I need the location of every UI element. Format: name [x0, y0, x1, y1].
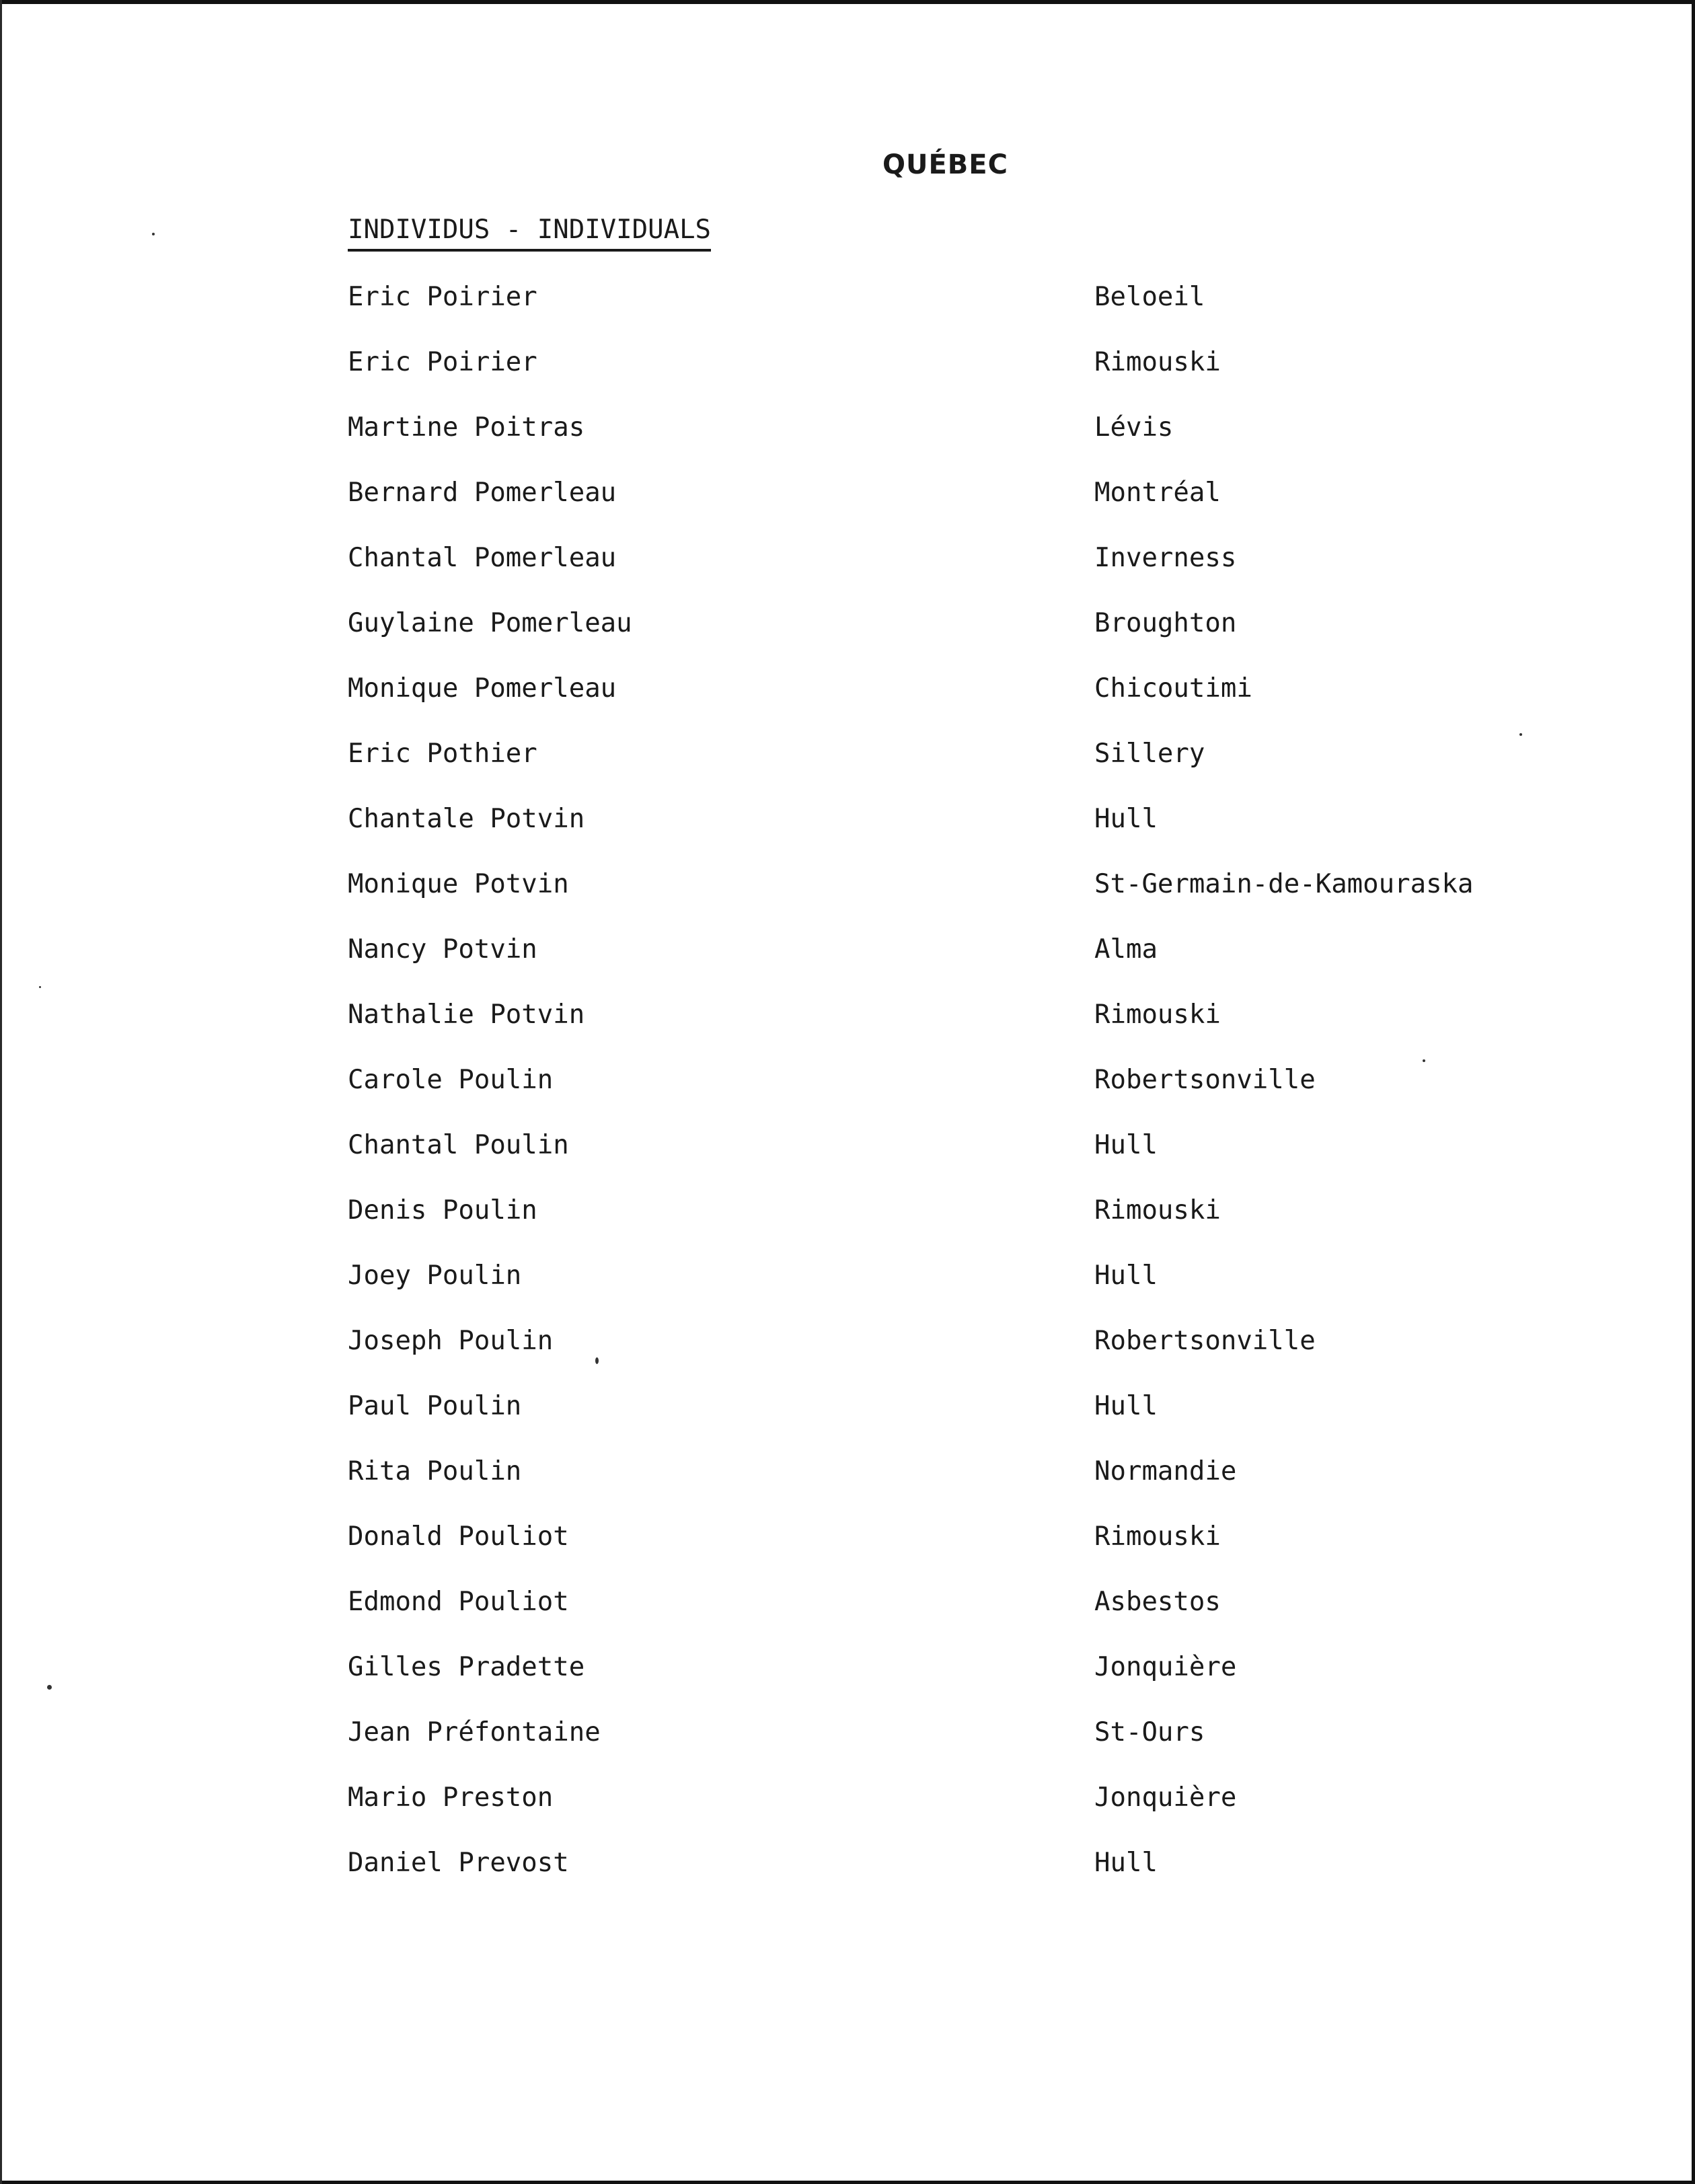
- individual-name: Guylaine Pomerleau: [348, 608, 632, 638]
- individual-name: Daniel Prevost: [348, 1848, 569, 1878]
- individual-name: Denis Poulin: [348, 1195, 537, 1226]
- page-edge-top: [0, 0, 1695, 4]
- individual-place: Rimouski: [1094, 347, 1221, 377]
- individual-name: Eric Poirier: [348, 282, 537, 312]
- list-item: [0, 1779, 1695, 1844]
- individual-name: Monique Pomerleau: [348, 673, 617, 704]
- individual-place: Hull: [1094, 1391, 1158, 1421]
- individual-name: Chantale Potvin: [348, 804, 585, 834]
- individual-name: Carole Poulin: [348, 1065, 554, 1095]
- list-item: [0, 1649, 1695, 1714]
- list-item: [0, 866, 1695, 931]
- individual-name: Monique Potvin: [348, 869, 569, 899]
- individual-place: Normandie: [1094, 1456, 1237, 1486]
- individual-place: Asbestos: [1094, 1587, 1221, 1617]
- list-item: [0, 931, 1695, 996]
- list-item: [0, 1844, 1695, 1910]
- individual-place: Rimouski: [1094, 1521, 1221, 1552]
- page-edge-bottom: [0, 2181, 1695, 2184]
- section-heading: INDIVIDUS - INDIVIDUALS: [348, 214, 711, 252]
- individual-name: Rita Poulin: [348, 1456, 522, 1486]
- individual-place: St-Ours: [1094, 1717, 1205, 1747]
- list-item: [0, 1518, 1695, 1583]
- individual-name: Chantal Poulin: [348, 1130, 569, 1160]
- list-item: [0, 409, 1695, 474]
- individual-place: Inverness: [1094, 543, 1237, 573]
- scan-speck: [152, 233, 155, 235]
- individual-name: Joey Poulin: [348, 1260, 522, 1291]
- individual-place: Alma: [1094, 934, 1158, 965]
- individual-name: Donald Pouliot: [348, 1521, 569, 1552]
- individual-place: Hull: [1094, 804, 1158, 834]
- individual-place: Hull: [1094, 1130, 1158, 1160]
- individual-place: Hull: [1094, 1848, 1158, 1878]
- list-item: [0, 1127, 1695, 1192]
- individual-place: Montréal: [1094, 478, 1221, 508]
- individual-place: Rimouski: [1094, 1000, 1221, 1030]
- list-item: [0, 605, 1695, 670]
- individual-name: Jean Préfontaine: [348, 1717, 601, 1747]
- individual-name: Gilles Pradette: [348, 1652, 585, 1682]
- list-item: [0, 1388, 1695, 1453]
- individual-name: Mario Preston: [348, 1782, 554, 1813]
- individual-place: Lévis: [1094, 412, 1174, 443]
- individual-name: Eric Pothier: [348, 739, 537, 769]
- individual-name: Nancy Potvin: [348, 934, 537, 965]
- individual-place: Robertsonville: [1094, 1065, 1316, 1095]
- list-item: [0, 1257, 1695, 1322]
- individual-place: Beloeil: [1094, 282, 1205, 312]
- individual-name: Edmond Pouliot: [348, 1587, 569, 1617]
- individual-name: Bernard Pomerleau: [348, 478, 617, 508]
- list-item: [0, 344, 1695, 409]
- individual-place: Hull: [1094, 1260, 1158, 1291]
- list-item: [0, 1061, 1695, 1127]
- individual-place: Robertsonville: [1094, 1326, 1316, 1356]
- list-item: [0, 474, 1695, 539]
- page-title: QUÉBEC: [882, 149, 1008, 180]
- list-item: [0, 1453, 1695, 1518]
- list-item: [0, 278, 1695, 344]
- individual-name: Joseph Poulin: [348, 1326, 554, 1356]
- list-item: [0, 1583, 1695, 1649]
- individual-name: Paul Poulin: [348, 1391, 522, 1421]
- individual-place: Sillery: [1094, 739, 1205, 769]
- list-item: [0, 996, 1695, 1061]
- list-item: [0, 1192, 1695, 1257]
- list-item: [0, 800, 1695, 866]
- list-item: [0, 670, 1695, 735]
- list-item: [0, 1714, 1695, 1779]
- individual-name: Eric Poirier: [348, 347, 537, 377]
- list-item: [0, 539, 1695, 605]
- individual-place: Rimouski: [1094, 1195, 1221, 1226]
- individual-place: Jonquière: [1094, 1652, 1237, 1682]
- list-item: [0, 1322, 1695, 1388]
- individual-place: Broughton: [1094, 608, 1237, 638]
- individual-name: Chantal Pomerleau: [348, 543, 617, 573]
- individuals-list: [0, 278, 1695, 1910]
- individual-name: Nathalie Potvin: [348, 1000, 585, 1030]
- list-item: [0, 735, 1695, 800]
- individual-place: Jonquière: [1094, 1782, 1237, 1813]
- individual-place: St-Germain-de-Kamouraska: [1094, 869, 1474, 899]
- individual-place: Chicoutimi: [1094, 673, 1252, 704]
- individual-name: Martine Poitras: [348, 412, 585, 443]
